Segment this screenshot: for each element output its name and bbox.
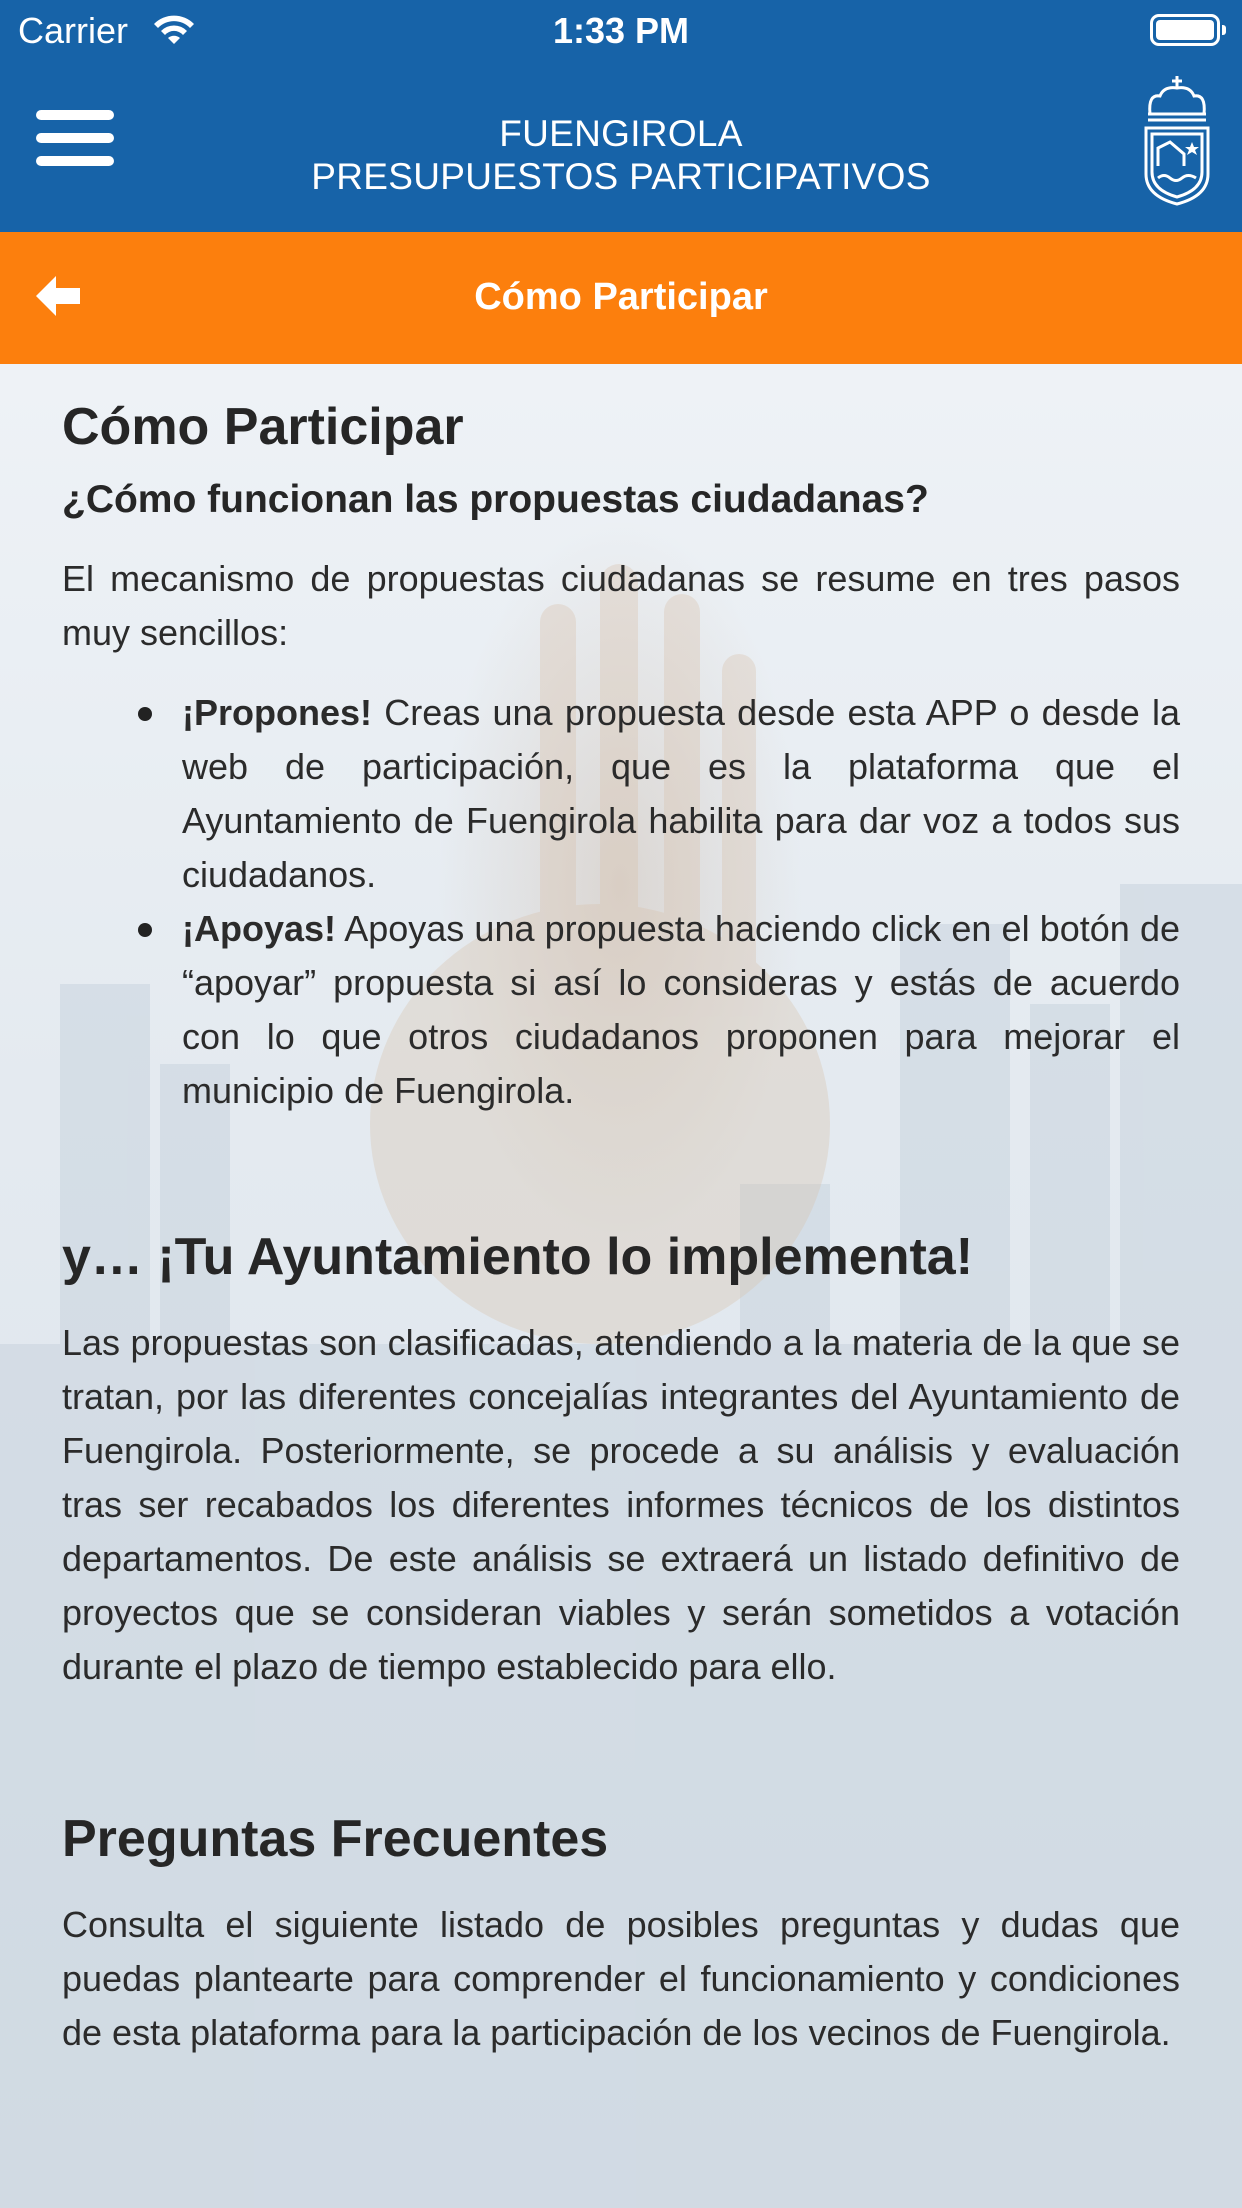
subheading: ¿Cómo funcionan las propuestas ciudadanas? bbox=[62, 478, 929, 521]
step-keyword: ¡Propones! bbox=[182, 692, 373, 733]
status-time: 1:33 PM bbox=[552, 10, 690, 51]
faq-heading: Preguntas Frecuentes bbox=[62, 1810, 609, 1868]
section-navbar bbox=[0, 232, 1242, 364]
coat-of-arms-icon bbox=[1140, 74, 1214, 206]
app-title bbox=[250, 112, 992, 198]
implement-heading: y… ¡Tu Ayuntamiento lo implementa! bbox=[62, 1228, 974, 1286]
step-text: Creas una propuesta desde esta APP o desde la web de participación, que es la plataforma que el Ayuntamiento de Fuengirola habilita para dar voz a todos sus ciudadanos. bbox=[182, 692, 1180, 895]
carrier-label: Carrier bbox=[18, 10, 129, 51]
list-item bbox=[62, 902, 1180, 1118]
implement-paragraph: Las propuestas son clasificadas, atendiendo a la materia de la que se tratan, por las diferentes concejalías integrantes del Ayuntamiento de Fuengirola. Posteriormente, se procede a su análisis y evaluación tras ser recabados los diferentes informes técnicos de los distintos departamentos. De este análisis se extraerá un listado definitivo de proyectos que se consideran viables y serán sometidos a votación durante el plazo de tiempo establecido para ello. bbox=[62, 1322, 1180, 1687]
faq-paragraph: Consulta el siguiente listado de posibles preguntas y dudas que puedas plantearte para comprender el funcionamiento y condiciones de esta plataforma para la participación de los vecinos de Fuengirola. bbox=[62, 1904, 1180, 2053]
article bbox=[62, 394, 1180, 2060]
step-keyword: ¡Apoyas! bbox=[182, 908, 337, 949]
step-text: Apoyas una propuesta haciendo click en el botón de “apoyar” propuesta si así lo consideras y estás de acuerdo con lo que otros ciudadanos proponen para mejorar el municipio de Fuengirola. bbox=[182, 908, 1180, 1111]
intro-paragraph: El mecanismo de propuestas ciudadanas se resume en tres pasos muy sencillos: bbox=[62, 558, 1180, 653]
navbar-title: Cómo Participar bbox=[474, 276, 768, 318]
battery-icon bbox=[1150, 14, 1220, 46]
content-area[interactable] bbox=[0, 364, 1242, 2208]
page-heading: Cómo Participar bbox=[62, 398, 464, 456]
hamburger-menu-icon[interactable] bbox=[36, 110, 114, 166]
app-title-line2: PRESUPUESTOS PARTICIPATIVOS bbox=[311, 156, 931, 197]
app-title-line1: FUENGIROLA bbox=[499, 113, 743, 154]
steps-list bbox=[62, 686, 1180, 1118]
app-header bbox=[0, 0, 1242, 232]
list-item bbox=[62, 686, 1180, 902]
status-bar bbox=[0, 0, 1242, 62]
